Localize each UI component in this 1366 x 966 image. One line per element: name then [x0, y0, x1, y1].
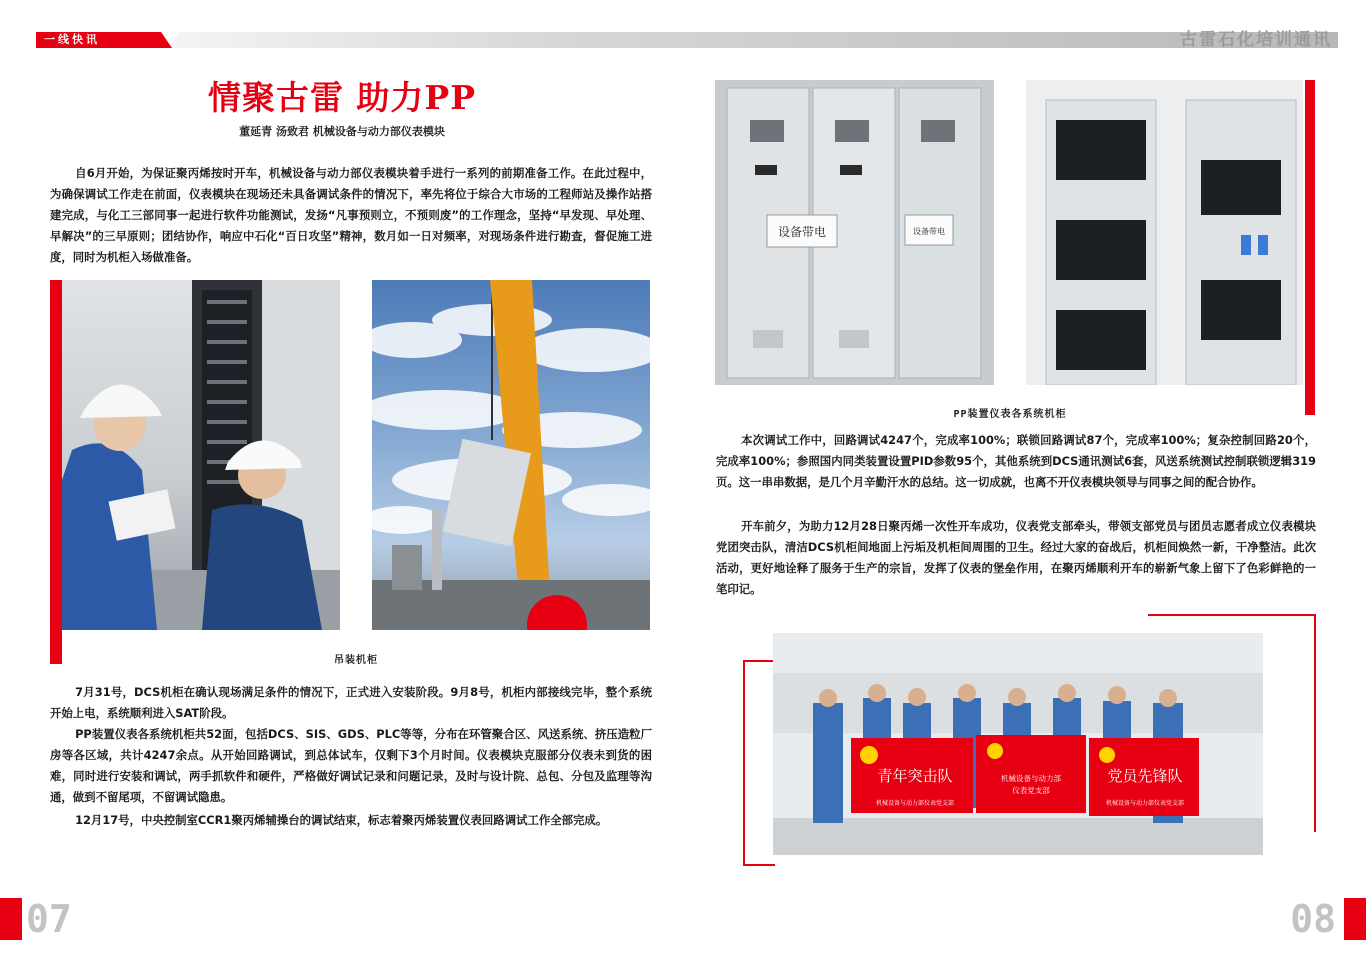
photo-cabinet-doors-illustration — [715, 80, 994, 385]
photo-crane-illustration — [372, 280, 650, 630]
article-paragraph-1: 自6月开始，为保证聚丙烯按时开车，机械设备与动力部仪表模块着手进行一系列的前期准备工作。在此过程中，为确保调试工作走在前面，仪表模块在现场还未具备调试条件的情况下，率先将位于综合大市场的工程师站及操作站搭建完成，与化工三部同事一起进行软件功能测试，发扬“凡事预则立，不预则废”的工作理念，坚持“早发现、早处理、早解决”的三早原则；团结协作，响应中石化“百日攻坚”精神，数月如一日对频率，对现场条件进行勘查，督促施工进度，同时为机柜入场做准备。 — [50, 166, 652, 264]
banner-department: 机械设备与动力部 — [1001, 774, 1061, 783]
banner-department-sub: 仪表党支部 — [1012, 786, 1050, 795]
page-number-right: 08 — [1290, 897, 1336, 941]
caption-hoisting: 吊装机柜 — [334, 655, 378, 666]
photo-group-illustration — [773, 633, 1263, 855]
photo-open-cabinets-illustration — [1026, 80, 1303, 385]
article-title: 情聚古雷 助力PP — [207, 78, 477, 117]
banner-party-vanguard-sub: 机械设备与动力部仪表党支部 — [1105, 800, 1185, 807]
page-number-marker-left — [0, 898, 22, 940]
banner-party-vanguard: 党员先锋队 — [1107, 767, 1183, 785]
page-number-left: 07 — [26, 897, 72, 941]
article-paragraph-3: PP装置仪表各系统机柜共52面，包括DCS、SIS、GDS、PLC等等，分布在环管聚合区、风送系统、挤压造粒厂房等各区域，共计4247余点。从开始回路调试，到总体试车，仅剩下3个月时间。仪表模块克服部分仪表未到货的困难，同时进行安装和调试，两手抓软件和硬件，严格做好调试记录和问题记录，及时与设计院、总包、分包及监理等沟通，做到不留尾项，不留调试隐患。 — [50, 727, 652, 804]
photo-group-banners — [773, 633, 1263, 855]
banner-youth-team: 青年突击队 — [877, 767, 953, 785]
photo-workers-at-cabinet — [62, 280, 340, 630]
frame-line-left — [743, 660, 775, 866]
page-number-marker-right — [1344, 898, 1366, 940]
frame-line-right-edge — [1314, 614, 1316, 832]
photo-open-cabinets — [1026, 80, 1303, 385]
publication-title: 古雷石化培训通讯 — [1180, 30, 1332, 50]
article-paragraph-4: 12月17号，中央控制室CCR1聚丙烯辅操台的调试结束，标志着聚丙烯装置仪表回路调试工作全部完成。 — [75, 813, 608, 827]
article-paragraph-2: 7月31号，DCS机柜在确认现场满足条件的情况下，正式进入安装阶段。9月8号，机柜内部接线完毕，整个系统开始上电，系统顺利进入SAT阶段。 — [50, 685, 652, 720]
photo-cabinet-doors — [715, 80, 994, 385]
article-paragraph-6: 开车前夕，为助力12月28日聚丙烯一次性开车成功，仪表党支部牵头，带领支部党员与团员志愿者成立仪表模块党团突击队，清洁DCS机柜间地面上污垢及机柜间周围的卫生。经过大家的奋战后，机柜间焕然一新，干净整洁。此次活动，更好地诠释了服务于生产的宗旨，发挥了仪表的堡垒作用，在聚丙烯顺利开车的崭新气象上留下了色彩鲜艳的一笔印记。 — [716, 519, 1316, 596]
photo-crane-hoisting — [372, 280, 650, 630]
article-byline: 董延青 汤致君 机械设备与动力部仪表模块 — [239, 125, 445, 138]
sign-equipment-live-1: 设备带电 — [777, 225, 827, 239]
accent-bar-left — [50, 280, 62, 664]
banner-youth-team-sub: 机械设备与动力部仪表党支部 — [875, 800, 955, 807]
sign-equipment-live-2: 设备带电 — [913, 227, 945, 236]
accent-bar-right — [1305, 80, 1315, 415]
article-paragraph-5: 本次调试工作中，回路调试4247个，完成率100%；联锁回路调试87个，完成率100%；复杂控制回路20个，完成率100%；参照国内同类装置设置PID参数95个，其他系统到DCS通讯测试6套，风送系统测试控制联锁逻辑319页。这一串串数据，是几个月辛勤汗水的总结。这一切成就，也离不开仪表模块领导与同事之间的配合协作。 — [716, 433, 1316, 489]
photo-workers-illustration — [62, 280, 340, 630]
caption-cabinets: PP装置仪表各系统机柜 — [953, 409, 1067, 420]
header-gray-band — [168, 32, 1338, 48]
section-label: 一线快讯 — [44, 33, 100, 46]
